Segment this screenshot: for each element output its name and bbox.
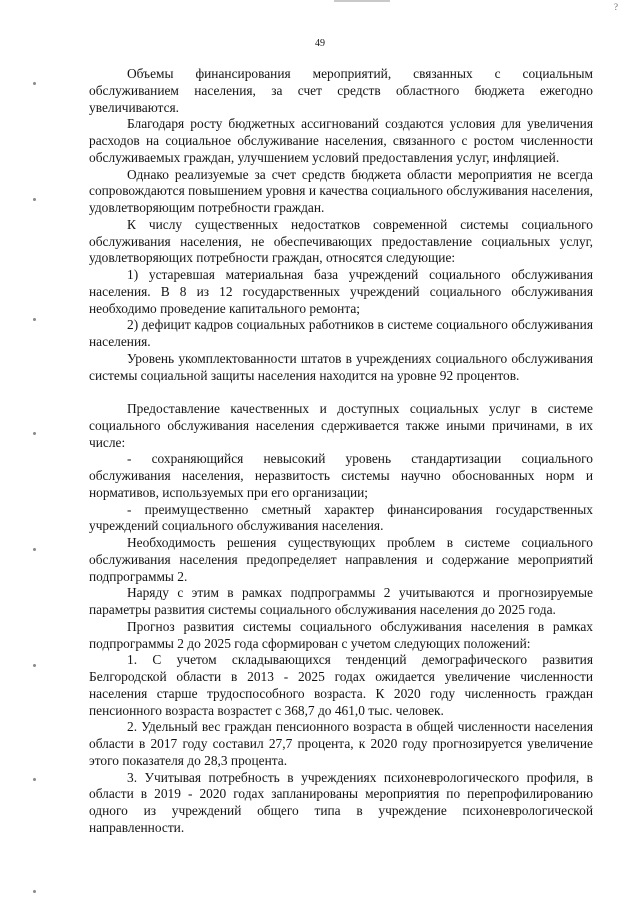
margin-dot [33, 778, 36, 781]
paragraph: Необходимость решения существующих проблем в системе социального обслуживания населения предопределяет направления и содержание мероприятий подпрограммы 2. [89, 535, 593, 584]
paragraph: Предоставление качественных и доступных социальных услуг в системе социального обслуживания населения сдерживается также иными причинами, в их числе: [89, 401, 593, 450]
corner-mark: ? [614, 2, 618, 12]
paragraph: К числу существенных недостатков современной системы социального обслуживания населения, не обеспечивающих предоставление социальных услуг, удовлетворяющих потребности граждан, относятся следующие: [89, 216, 593, 266]
margin-dot [33, 82, 36, 85]
document-body [89, 66, 593, 837]
list-item: 1) устаревшая материальная база учреждений социального обслуживания населения. В 8 из 12 государственных учреждений социального обслуживания необходимо проведение капитального ремонта; [89, 267, 593, 316]
margin-dot [33, 198, 36, 201]
scan-margin-dots [33, 0, 39, 905]
paragraph: Прогноз развития системы социального обслуживания населения в рамках подпрограммы 2 до 2025 года сформирован с учетом следующих положений: [89, 618, 593, 651]
margin-dot [33, 432, 36, 435]
list-item: 3. Учитывая потребность в учреждениях психоневрологического профиля, в области в 2019 - 2020 годах запланированы мероприятия по перепрофилированию одного из учреждений общего типа в учреждение психоневрологической направленности. [89, 769, 593, 835]
list-item: 2) дефицит кадров социальных работников в системе социального обслуживания населения. [89, 317, 593, 349]
paragraph: Уровень укомплектованности штатов в учреждениях социального обслуживания системы социальной защиты населения находится на уровне 92 процентов. [89, 350, 593, 383]
paragraph: Благодаря росту бюджетных ассигнований создаются условия для увеличения расходов на социальное обслуживание населения, связанного с ростом численности обслуживаемых граждан, улучшением условий предоставления услуг, инфляцией. [89, 116, 593, 165]
list-item: - преимущественно сметный характер финансирования государственных учреждений социального обслуживания населения. [89, 501, 593, 534]
margin-dot [33, 548, 36, 551]
list-item: - сохраняющийся невысокий уровень стандартизации социального обслуживания населения, неразвитость системы научно обоснованных норм и нормативов, используемых при его организации; [89, 451, 593, 500]
list-item: 2. Удельный вес граждан пенсионного возраста в общей численности населения области в 2017 году составил 27,7 процента, к 2020 году прогнозируется увеличение этого показателя до 28,3 процента. [89, 719, 593, 768]
scan-top-mark [334, 0, 390, 2]
paragraph: Однако реализуемые за счет средств бюджета области мероприятия не всегда сопровождаются повышением уровня и качества социального обслуживания населения, удовлетворяющим потребности граждан. [89, 166, 593, 215]
margin-dot [33, 664, 36, 667]
page-number: 49 [315, 38, 325, 49]
list-item: 1. С учетом складывающихся тенденций демографического развития Белгородской области в 2013 - 2025 годах ожидается увеличение численности населения старше трудоспособного возраста. К 2020 году численность граждан пенсионного возраста возрастет с 368,7 до 461,0 тыс. человек. [89, 652, 593, 718]
paragraph: Объемы финансирования мероприятий, связанных с социальным обслуживанием населения, за счет средств областного бюджета ежегодно увеличиваются. [89, 66, 593, 115]
margin-dot [33, 318, 36, 321]
paragraph: Наряду с этим в рамках подпрограммы 2 учитываются и прогнозируемые параметры развития системы социального обслуживания населения до 2025 года. [89, 585, 593, 617]
margin-dot [33, 890, 36, 893]
